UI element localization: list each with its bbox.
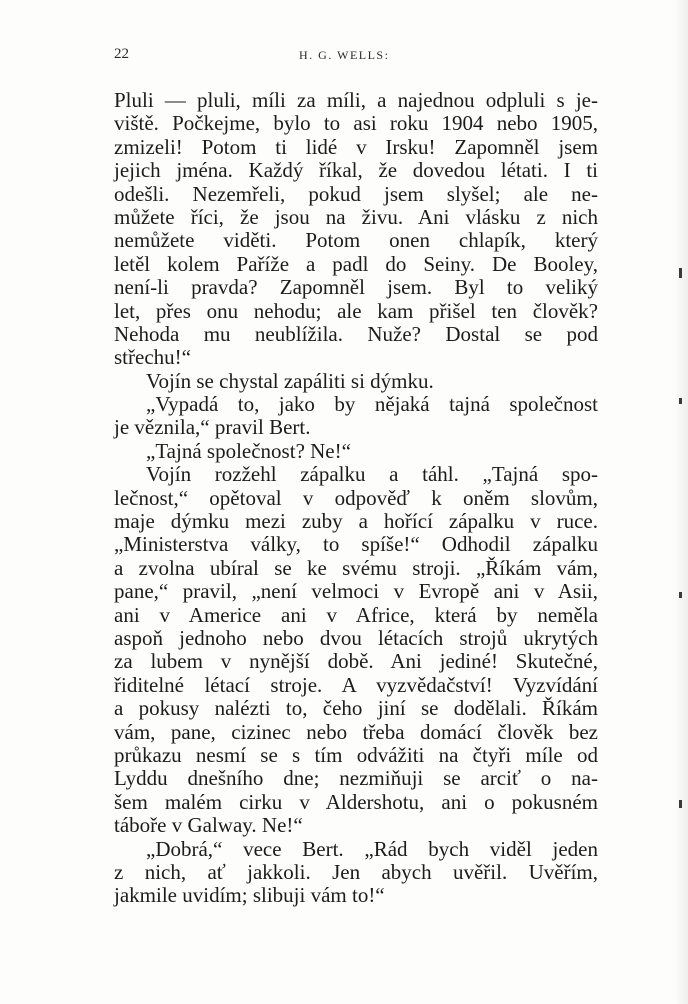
text-line: pane,“ pravil, „není velmoci v Evropě ani v Asii, — [114, 579, 598, 604]
text-line: není-li pravda? Zapomněl jsem. Byl to veliký — [114, 275, 598, 300]
page-edge-mark — [679, 268, 682, 278]
text-line: jejich jména. Každý říkal, že dovedou létati. I ti — [114, 158, 598, 183]
text-line: „Vypadá to, jako by nějaká tajná společnost — [146, 392, 598, 417]
text-line: je věznila,“ pravil Bert. — [114, 415, 311, 440]
text-line: táboře v Galway. Ne!“ — [114, 813, 303, 838]
text-line: a pokusy nalézti to, čeho jiní se dodělali. Říkám — [114, 696, 598, 721]
text-line: jakmile uvidím; slibuji vám to!“ — [114, 883, 385, 908]
text-line: můžete říci, že jsou na živu. Ani vlásku z nich — [114, 204, 598, 229]
page-edge-mark — [679, 800, 682, 808]
text-line: za lubem v nynější době. Ani jediné! Skutečné, — [114, 649, 598, 674]
text-line: letěl kolem Paříže a padl do Seiny. De Booley, — [114, 251, 598, 276]
text-line: Vojín se chystal zapáliti si dýmku. — [146, 368, 434, 393]
text-line: Pluli — pluli, míli za míli, a najednou odpluli s je- — [114, 88, 598, 112]
text-line: vám, pane, cizinec nebo třeba domácí člověk bez — [114, 719, 598, 744]
text-line: průkazu nesmí se s tím odvážiti na čtyři míle od — [114, 742, 598, 767]
text-line: Nehoda mu neublížila. Nuže? Dostal se pod — [114, 321, 598, 346]
text-line: maje dýmku mezi zuby a hořící zápalku v ruce. — [114, 509, 598, 534]
text-line: Lyddu dnešního dne; nezmiňuji se arciť o na- — [114, 766, 598, 791]
text-line: viště. Počkejme, bylo to asi roku 1904 nebo 1905, — [114, 111, 598, 136]
text-line: „Ministerstva války, to spíše!“ Odhodil zápalku — [114, 532, 598, 557]
page-edge-mark — [679, 398, 682, 404]
text-line: aspoň jednoho nebo dvou létacích strojů ukrytých — [114, 625, 598, 650]
page-edge-shadow — [674, 0, 688, 1004]
text-line: ani v Americe ani v Africe, která by neměla — [114, 602, 598, 627]
text-line: lečnost,“ opětoval v odpověď k oněm slovům, — [114, 485, 598, 510]
text-line: z nich, ať jakkoli. Jen abych uvěřil. Uvěřím, — [114, 859, 598, 884]
body-text — [114, 89, 598, 908]
text-line: nemůžete viděti. Potom onen chlapík, který — [114, 228, 598, 253]
page-number: 22 — [114, 46, 129, 62]
text-line: let, přes onu nehodu; ale kam přišel ten člověk? — [114, 298, 598, 323]
text-line: Vojín rozžehl zápalku a táhl. „Tajná spo- — [146, 462, 598, 487]
text-line: „Dobrá,“ vece Bert. „Rád bych viděl jeden — [146, 836, 598, 861]
running-head: H. G. WELLS: — [299, 48, 390, 62]
text-line: střechu!“ — [114, 345, 191, 370]
page-edge-mark — [679, 592, 682, 598]
page-header — [114, 46, 598, 66]
text-line: zmizeli! Potom ti lidé v Irsku! Zapomněl jsem — [114, 134, 598, 159]
text-line: odešli. Nezemřeli, pokud jsem slyšel; ale ne- — [114, 181, 598, 206]
text-line: šem malém cirku v Aldershotu, ani o pokusném — [114, 789, 598, 814]
text-line: řiditelné létací stroje. A vyzvědačství! Vyzvídání — [114, 672, 598, 697]
text-line: „Tajná společnost? Ne!“ — [146, 438, 351, 463]
text-line: a zvolna ubíral se ke svému stroji. „Říkám vám, — [114, 555, 598, 580]
